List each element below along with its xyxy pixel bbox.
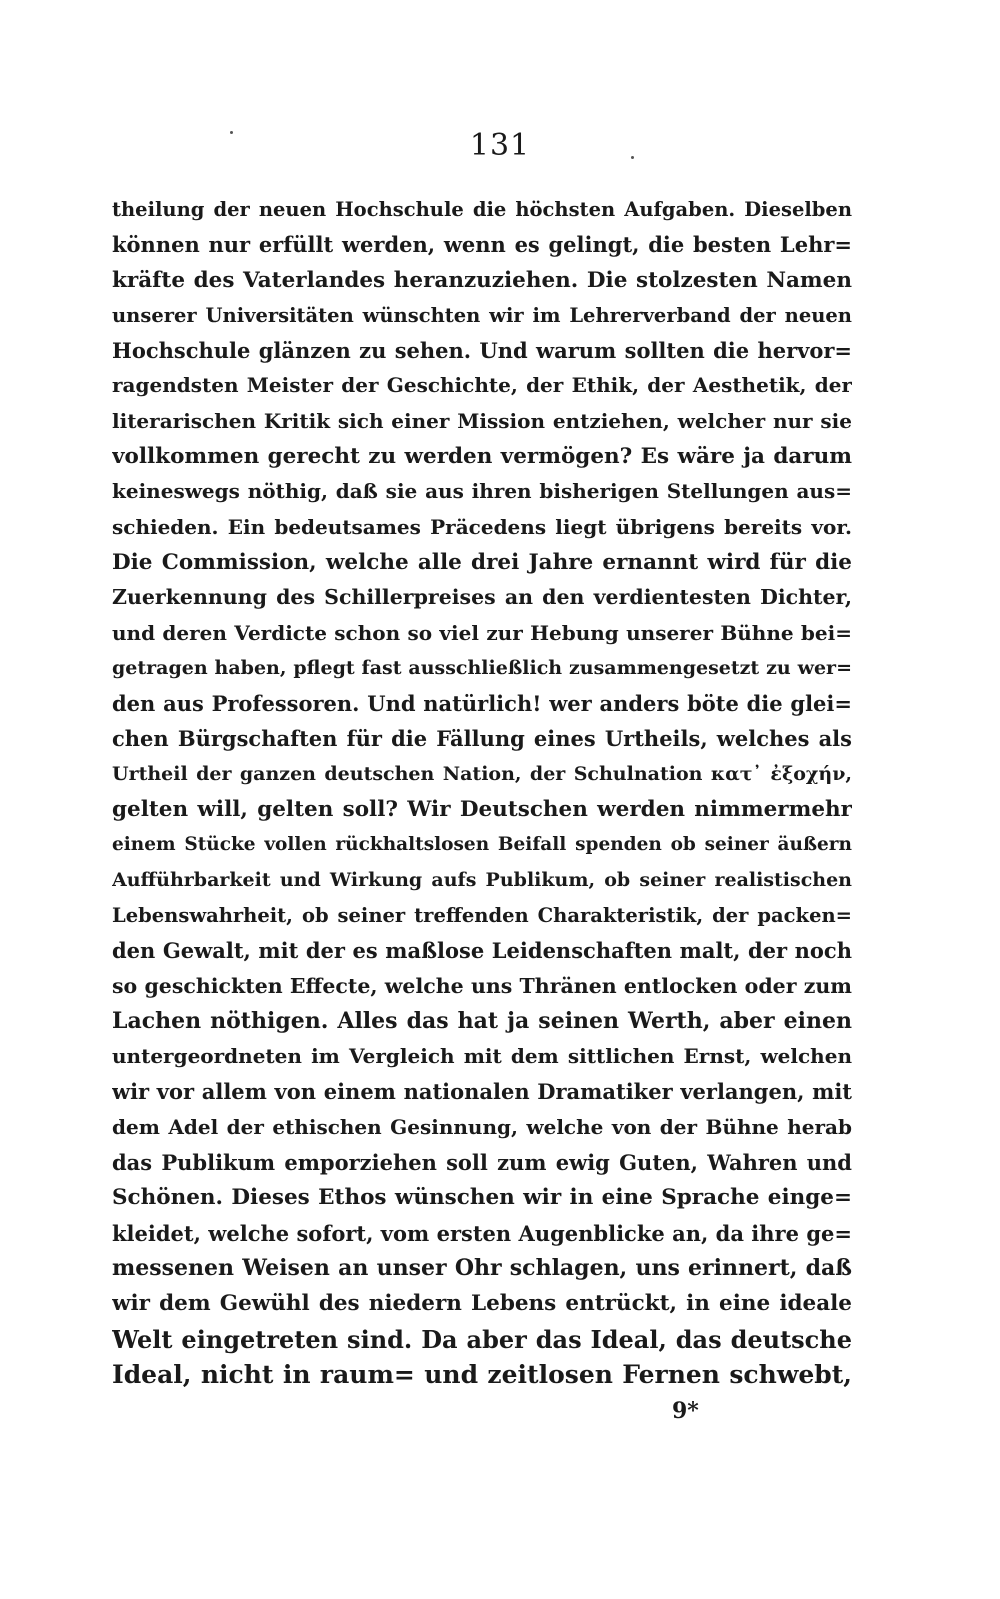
text-line: Aufführbarkeit und Wirkung aufs Publikum, ob seiner realistischen	[112, 868, 852, 891]
text-line: Zuerkennung des Schillerpreises an den verdientesten Dichter,	[112, 585, 852, 610]
text-line: literarischen Kritik sich einer Mission entziehen, welcher nur sie	[112, 408, 852, 433]
text-line: keineswegs nöthig, daß sie aus ihren bisherigen Stellungen aus=	[112, 479, 852, 504]
text-line: chen Bürgschaften für die Fällung eines Urtheils, welches als	[112, 726, 852, 752]
body-text	[112, 192, 852, 1392]
text-line: kleidet, welche sofort, vom ersten Augenblicke an, da ihre ge=	[112, 1220, 852, 1246]
text-line: den aus Professoren. Und natürlich! wer anders böte die glei=	[112, 691, 852, 717]
text-line: messenen Weisen an unser Ohr schlagen, uns erinnert, daß	[112, 1254, 852, 1281]
text-line: schieden. Ein bedeutsames Präcedens liegt übrigens bereits vor.	[112, 514, 852, 539]
text-line: Urtheil der ganzen deutschen Nation, der Schulnation κατ᾽ ἐξοχήν,	[112, 762, 852, 785]
text-line: Ideal, nicht in raum= und zeitlosen Fernen schwebt,	[112, 1359, 852, 1389]
signature-mark: 9*	[672, 1398, 699, 1424]
text-line: Welt eingetreten sind. Da aber das Ideal, das deutsche	[112, 1324, 852, 1354]
text-line: getragen haben, pflegt fast ausschließlich zusammengesetzt zu wer=	[112, 656, 852, 679]
text-line: vollkommen gerecht zu werden vermögen? Es wäre ja darum	[112, 444, 852, 470]
text-line: Lebenswahrheit, ob seiner treffenden Charakteristik, der packen=	[112, 903, 852, 927]
text-line: können nur erfüllt werden, wenn es gelingt, die besten Lehr=	[112, 232, 852, 258]
text-line: und deren Verdicte schon so viel zur Hebung unserer Bühne bei=	[112, 620, 852, 645]
text-line: unserer Universitäten wünschten wir im Lehrerverband der neuen	[112, 303, 852, 327]
text-line: so geschickten Effecte, welche uns Thränen entlocken oder zum	[112, 973, 852, 998]
text-line: den Gewalt, mit der es maßlose Leidenschaften malt, der noch	[112, 938, 852, 964]
text-line: kräfte des Vaterlandes heranzuziehen. Die stolzesten Namen	[112, 267, 852, 293]
text-line: Lachen nöthigen. Alles das hat ja seinen Werth, aber einen	[112, 1007, 852, 1034]
text-line: Schönen. Dieses Ethos wünschen wir in eine Sprache einge=	[112, 1185, 852, 1211]
text-line: wir dem Gewühl des niedern Lebens entrückt, in eine ideale	[112, 1291, 852, 1317]
page-number: 131	[469, 128, 531, 163]
text-line: untergeordneten im Vergleich mit dem sittlichen Ernst, welchen	[112, 1044, 852, 1069]
text-line: wir vor allem von einem nationalen Dramatiker verlangen, mit	[112, 1079, 852, 1105]
text-line: Hochschule glänzen zu sehen. Und warum sollten die hervor=	[112, 338, 852, 364]
text-line: einem Stücke vollen rückhaltslosen Beifall spenden ob seiner äußern	[112, 834, 852, 856]
text-line: dem Adel der ethischen Gesinnung, welche von der Bühne herab	[112, 1114, 852, 1139]
text-line: das Publikum emporziehen soll zum ewig Guten, Wahren und	[112, 1150, 852, 1176]
text-line: Die Commission, welche alle drei Jahre ernannt wird für die	[112, 549, 852, 575]
text-line: theilung der neuen Hochschule die höchsten Aufgaben. Dieselben	[112, 198, 852, 221]
text-line: gelten will, gelten soll? Wir Deutschen werden nimmermehr	[112, 797, 852, 823]
text-line: ragendsten Meister der Geschichte, der Ethik, der Aesthetik, der	[112, 373, 852, 398]
